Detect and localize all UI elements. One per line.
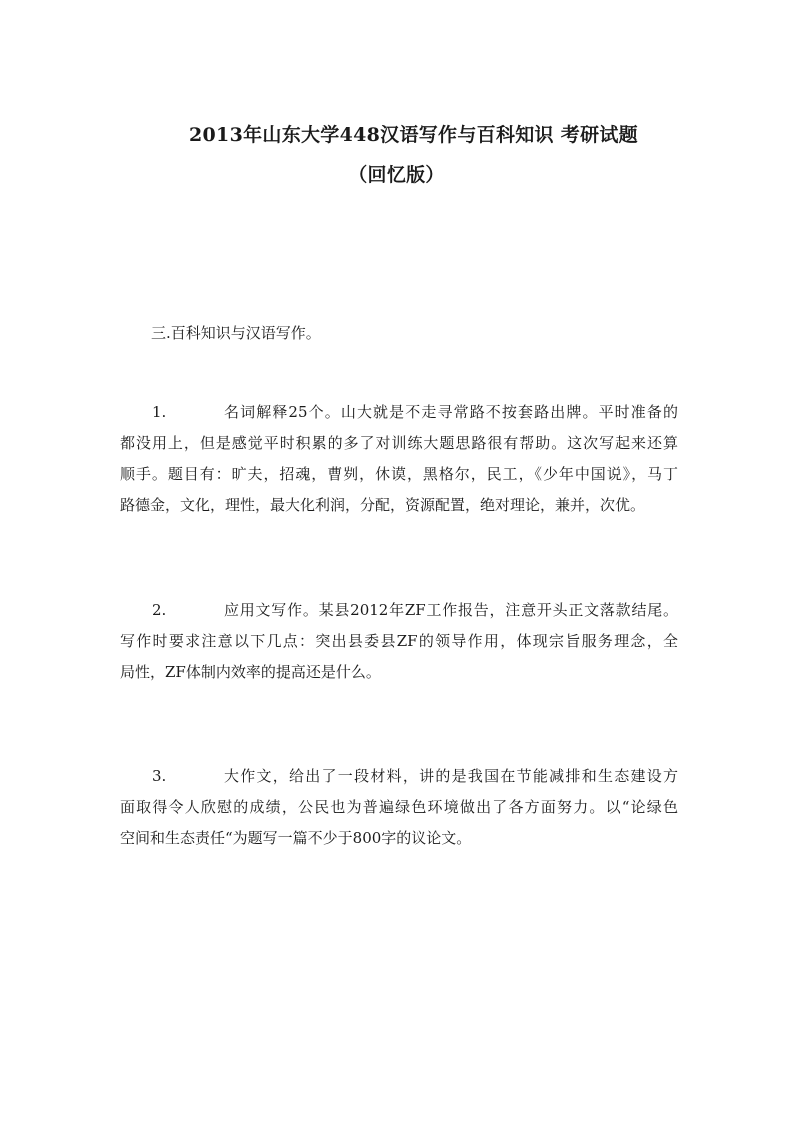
item-line: 写作时要求注意以下几点：突出县委县ZF的领导作用，体现宗旨服务理念，全 [120,632,678,650]
item-line [120,761,678,792]
item-line: 局性，ZF体制内效率的提高还是什么。 [120,663,381,681]
item-line: 空间和生态责任“为题写一篇不少于800字的议论文。 [120,829,472,847]
item-text: 大作文，给出了一段材料，讲的是我国在节能减排和生态建设方 [224,767,678,785]
item-line: 顺手。题目有：旷夫，招魂，曹刿，休谟，黑格尔，民工，《少年中国说》，马丁 [120,465,678,483]
item-number: 1. [152,403,167,421]
item-line [120,397,678,428]
document-title: 2013年山东大学448汉语写作与百科知识 考研试题 [189,124,638,146]
item-line: 路德金，文化，理性，最大化利润，分配，资源配置，绝对理论，兼并，次优。 [120,496,646,514]
item-text: 应用文写作。某县2012年ZF工作报告，注意开头正文落款结尾。 [224,601,678,619]
item-line: 面取得令人欣慰的成绩，公民也为普遍绿色环境做出了各方面努力。以“论绿色 [120,798,678,816]
item-line: 都没用上，但是感觉平时积累的多了对训练大题思路很有帮助。这次写起来还算 [120,434,678,452]
section-heading: 三.百科知识与汉语写作。 [151,324,321,342]
document-subtitle: （回忆版） [348,164,445,186]
item-text: 名词解释25个。山大就是不走寻常路不按套路出牌。平时准备的 [224,403,678,421]
question-item-3 [120,761,678,854]
item-line [120,595,678,626]
item-number: 3. [152,767,167,785]
question-item-1 [120,397,678,521]
item-number: 2. [152,601,167,619]
question-item-2 [120,595,678,688]
